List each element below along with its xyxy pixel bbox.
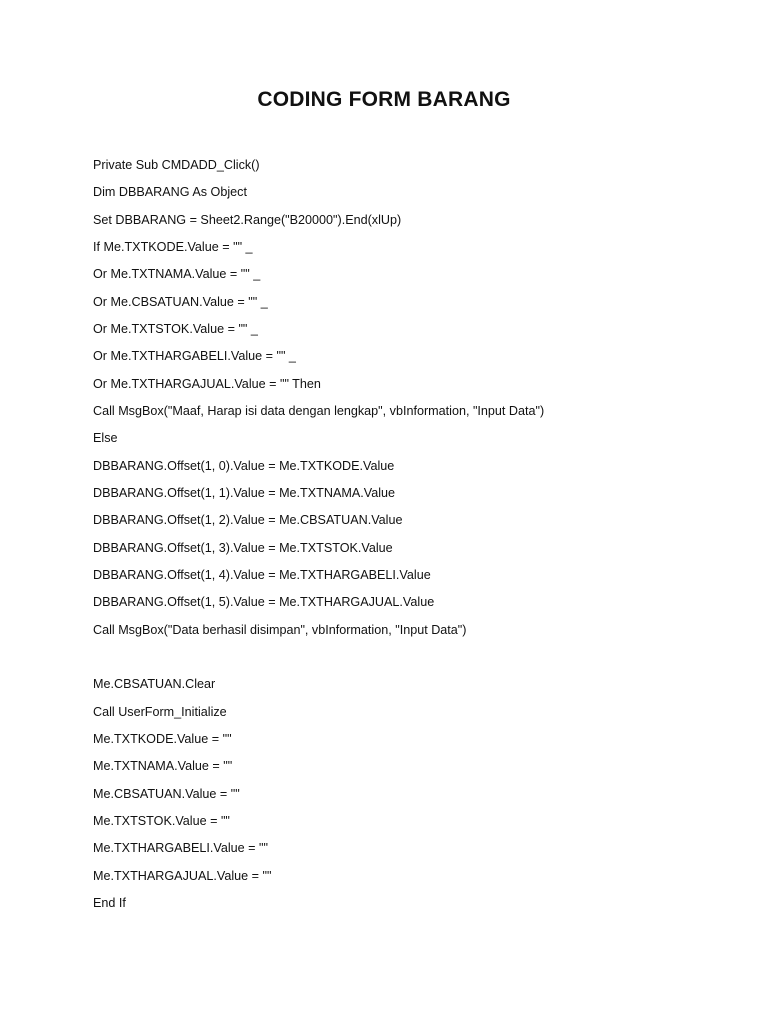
code-line: DBBARANG.Offset(1, 3).Value = Me.TXTSTOK.Value xyxy=(93,540,393,555)
code-line: If Me.TXTKODE.Value = "" _ xyxy=(93,239,253,254)
code-line: Call MsgBox("Data berhasil disimpan", vbInformation, "Input Data") xyxy=(93,622,467,637)
code-line: Call MsgBox("Maaf, Harap isi data dengan lengkap", vbInformation, "Input Data") xyxy=(93,403,545,418)
code-line: End If xyxy=(93,895,126,910)
code-line: Me.TXTSTOK.Value = "" xyxy=(93,813,230,828)
code-line: Me.CBSATUAN.Value = "" xyxy=(93,786,240,801)
code-line: Set DBBARANG = Sheet2.Range("B20000").End(xlUp) xyxy=(93,212,402,227)
code-line: DBBARANG.Offset(1, 4).Value = Me.TXTHARGABELI.Value xyxy=(93,567,431,582)
code-line: Or Me.TXTNAMA.Value = "" _ xyxy=(93,267,261,282)
code-line: DBBARANG.Offset(1, 0).Value = Me.TXTKODE.Value xyxy=(93,458,395,473)
code-line: Private Sub CMDADD_Click() xyxy=(93,158,260,172)
code-line: Or Me.TXTHARGABELI.Value = "" _ xyxy=(93,349,296,364)
code-line: Me.TXTKODE.Value = "" xyxy=(93,731,232,746)
code-line-blank xyxy=(93,646,753,673)
code-line: Else xyxy=(93,431,118,446)
code-line: Dim DBBARANG As Object xyxy=(93,185,247,200)
code-line: Me.TXTHARGAJUAL.Value = "" xyxy=(93,868,272,883)
page-title: CODING FORM BARANG xyxy=(257,88,511,111)
code-line: Or Me.TXTHARGAJUAL.Value = "" Then xyxy=(93,376,321,391)
code-line: DBBARANG.Offset(1, 2).Value = Me.CBSATUAN.Value xyxy=(93,513,403,528)
code-line: DBBARANG.Offset(1, 1).Value = Me.TXTNAMA.Value xyxy=(93,485,396,500)
code-listing xyxy=(93,154,753,919)
code-line: Call UserForm_Initialize xyxy=(93,704,227,719)
code-line: Or Me.TXTSTOK.Value = "" _ xyxy=(93,321,258,336)
code-line: Me.TXTNAMA.Value = "" xyxy=(93,759,233,774)
code-line: Me.CBSATUAN.Clear xyxy=(93,677,216,692)
code-line: Or Me.CBSATUAN.Value = "" _ xyxy=(93,294,268,309)
code-line: DBBARANG.Offset(1, 5).Value = Me.TXTHARGAJUAL.Value xyxy=(93,595,435,610)
code-line: Me.TXTHARGABELI.Value = "" xyxy=(93,841,268,856)
